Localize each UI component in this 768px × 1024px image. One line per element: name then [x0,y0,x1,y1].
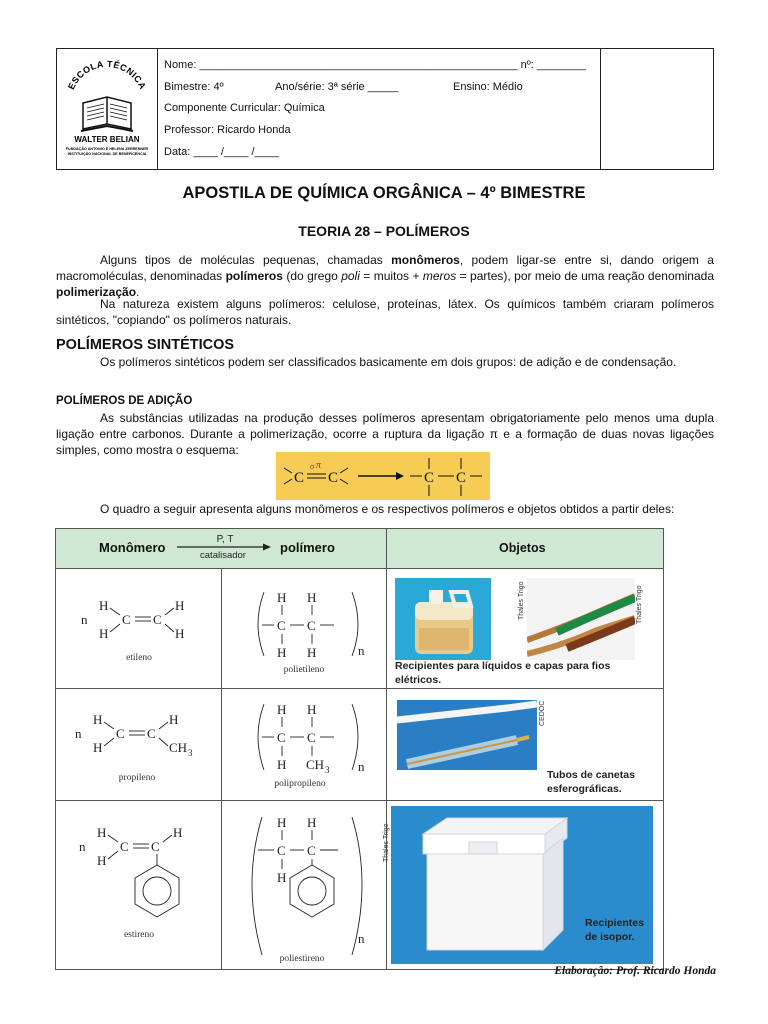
logo-arc-text: ESCOLA TÉCNICA [66,58,148,92]
credit-row1-b: Thales Trigo [636,585,643,624]
label-polietileno: polietileno [283,665,325,675]
svg-text:C: C [147,726,156,741]
structure-propileno [57,690,220,799]
svg-text:C: C [307,843,316,858]
svg-text:C: C [277,730,286,745]
structure-polietileno [222,570,385,687]
field-professor: Professor: Ricardo Honda [164,124,291,136]
header-arrow [175,532,275,564]
label-poliestireno: poliestireno [279,954,325,964]
photo-pens [397,700,537,770]
label-etileno: etileno [126,653,152,663]
logo-name: WALTER BELIAN [74,135,140,144]
logo-foundation-1: FUNDAÇÃO ANTONIO E HELENA ZERRENNER [65,147,149,151]
page-title: APOSTILA DE QUÍMICA ORGÂNICA – 4º BIMESTRE [182,184,586,202]
field-ano-serie[interactable]: Ano/série: 3ª série _____ [275,81,399,93]
polymer-table [55,528,664,970]
structure-poliestireno [222,803,385,968]
svg-text:H: H [277,757,287,772]
table-intro-paragraph: O quadro a seguir apresenta alguns monômeros e os respectivos polímeros e objetos obtidos a partir deles: [100,502,675,516]
svg-text:H: H [175,598,185,613]
svg-text:n: n [79,839,86,854]
field-bimestre: Bimestre: 4º [164,81,224,93]
svg-text:H: H [93,712,103,727]
objects-row1: Recipientes para líquidos e capas para fios elétricos. [395,660,611,686]
svg-text:C: C [151,839,160,854]
logo-foundation-2: INSTITUIÇÃO NACIONAL DE BENEFICÊNCIA [67,152,147,156]
svg-text:C: C [122,612,131,627]
svg-text:n: n [358,931,365,946]
structure-polipropileno [222,690,385,799]
svg-text:n: n [358,643,365,658]
svg-text:C: C [116,726,125,741]
objects-row3: Recipientes de isopor. [585,917,644,943]
objects-row2: Tubos de canetas esferográficas. [547,769,635,795]
svg-text:H: H [307,815,317,830]
field-data[interactable]: Data: ____ /____ /____ [164,146,279,158]
heading-polimeros-sinteticos: POLÍMEROS SINTÉTICOS [56,337,235,353]
adicao-paragraph: As substâncias utilizadas na produção desses polímeros apresentam obrigatoriamente pelo menos uma dupla ligação entre carbonos. Durante a polimerização, ocorre a ruptura da ligação π e a formação de duas novas ligações simples, como mostra o esquema: [56,411,714,457]
svg-text:H: H [277,702,287,717]
svg-text:H: H [169,712,179,727]
intro-paragraph-2: Na natureza existem alguns polímeros: celulose, proteínas, látex. Os químicos também criaram polímeros sintéticos, "copiando" os polímeros naturais. [56,297,714,327]
label-propileno: propileno [118,773,156,783]
header-box [56,48,714,170]
header-monomer: Monômero [99,540,166,555]
svg-text:C: C [307,730,316,745]
page-subtitle: TEORIA 28 – POLÍMEROS [298,223,470,239]
photo-wires [527,578,635,660]
svg-text:H: H [277,870,287,885]
svg-text:C: C [328,470,339,486]
svg-text:C: C [307,618,316,633]
svg-text:H: H [277,590,287,605]
svg-text:H: H [97,853,107,868]
svg-text:C: C [424,470,435,486]
structure-estireno [57,803,220,968]
svg-text:H: H [277,645,287,660]
svg-text:C: C [277,843,286,858]
svg-text:n: n [75,726,82,741]
svg-text:H: H [97,825,107,840]
svg-text:H: H [93,740,103,755]
svg-text:C: C [153,612,162,627]
school-logo [61,55,153,165]
label-estireno: estireno [123,930,155,940]
credit-row1-a: Thales Trigo [518,581,525,620]
svg-text:C: C [120,839,129,854]
svg-text:C: C [277,618,286,633]
svg-text:ESCOLA TÉCNICA [66,59,148,91]
svg-text:H: H [277,815,287,830]
header-objects: Objetos [499,541,546,555]
svg-text:3: 3 [325,765,330,775]
svg-text:H: H [99,598,109,613]
field-ensino: Ensino: Médio [453,81,523,93]
svg-text:3: 3 [188,748,193,758]
header-polymer: polímero [280,540,335,555]
svg-text:H: H [307,590,317,605]
footer-author: Elaboração: Prof. Ricardo Honda [554,965,716,977]
structure-etileno [57,570,220,687]
pi-label: π [316,460,322,471]
intro-paragraph-1: Alguns tipos de moléculas pequenas, chamadas monômeros, podem ligar-se entre si, dando origem a macromoléculas, denominadas polímeros (do grego poli = muitos + meros = partes), por meio de uma reação denominada polimerização. [56,253,714,299]
photo-jug [395,578,491,660]
heading-polimeros-adicao: POLÍMEROS DE ADIÇÃO [56,395,193,407]
svg-text:CH: CH [169,740,188,755]
label-polipropileno: polipropileno [274,779,326,789]
field-nome[interactable]: Nome: ____________________________________________________ nº: ________ [164,59,586,71]
svg-text:CH: CH [306,757,325,772]
credit-row2: CEDOC [539,700,546,726]
svg-text:H: H [99,626,109,641]
credit-row3: Thales Trigo [383,823,390,862]
svg-text:H: H [307,645,317,660]
svg-text:H: H [173,825,183,840]
svg-text:C: C [456,470,467,486]
sigma-label: σ [310,462,315,471]
field-componente: Componente Curricular: Química [164,102,325,114]
svg-text:H: H [175,626,185,641]
svg-text:n: n [81,612,88,627]
polymerization-scheme [276,452,490,500]
sinteticos-paragraph: Os polímeros sintéticos podem ser classificados basicamente em dois grupos: de adição e de condensação. [100,355,677,369]
header-catalyst: catalisador [200,550,246,561]
svg-text:C: C [294,470,305,486]
svg-text:n: n [358,759,365,774]
header-conditions: P, T [216,534,234,545]
svg-text:H: H [307,702,317,717]
